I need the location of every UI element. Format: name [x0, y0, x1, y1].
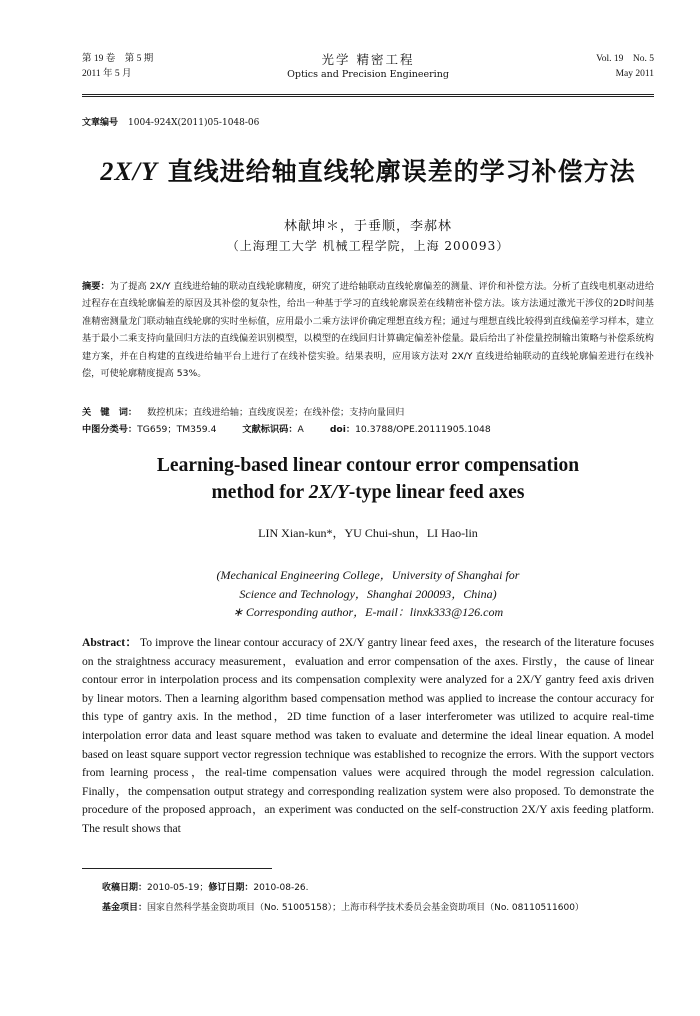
- doc-code-value: A: [297, 424, 304, 435]
- title-en: [82, 452, 654, 506]
- header-rule-top: [82, 94, 654, 95]
- revised-label: 修订日期：: [208, 883, 254, 893]
- footnote-dates: [102, 880, 654, 893]
- footnote-rule: [82, 868, 272, 869]
- title-zh-variable: 2X/Y: [100, 157, 158, 186]
- article-number-label: 文章编号: [82, 118, 119, 128]
- article-number: [82, 115, 259, 128]
- volume-en: Vol. 19 No. 5: [596, 54, 654, 64]
- keywords-zh-text: 数控机床；直线进给轴；直线度误差；在线补偿；支持向量回归: [147, 407, 405, 418]
- header-center: [82, 52, 654, 82]
- title-zh-text: 直线进给轴直线轮廓误差的学习补偿方法: [157, 157, 636, 186]
- keywords-zh-label: 关 键 词：: [82, 407, 138, 418]
- doi-value: 10.3788/OPE.20111905.1048: [355, 424, 491, 435]
- doi-label: doi：: [329, 424, 356, 435]
- classification-line: [82, 421, 654, 435]
- title-en-line1: Learning-based linear contour error compensation: [156, 455, 580, 476]
- date-zh: 2011 年 5 月: [82, 69, 132, 79]
- abstract-zh-text: 为了提高 2X/Y 直线进给轴的联动直线轮廓精度，研究了进给轴联动直线轮廓偏差的测量、评价和补偿方法。分析了直线电机驱动进给过程存在直线轮廓偏差的原因及其补偿的复杂性，给出一种基于学习的直线轮廓误差在线精密补偿方法。该方法通过激光干涉仪的2D时间基准精密测量龙门联动轴直线轮廓的实时坐标值，应用最小二乘方法评价确定理想直线方程；通过与理想直线比较得到直线偏差学习样本，建立基于最小二乘支持向量回归方法的直线偏差识别模型，以模型的在线回归计算确定偏差补偿量。最后给出了补偿量控制输出策略与补偿系统构建方案，并在自构建的直线进给轴平台上进行了在线补偿实验。结果表明，应用该方法对 2X/Y 直线进给轴联动的直线轮廓偏差进行在线补偿，可使轮廓精度提高 53%。: [82, 281, 655, 380]
- abstract-en-label: Abstract：: [82, 636, 138, 649]
- abstract-en-text: To improve the linear contour accuracy of 2X/Y gantry linear feed axes，the research of the literature focuses on the straightness accuracy measurement，evaluation and error compensation of the axes. Firstly，the cause of linear contour error in interpolation process and its compensation complexity were analyzed for a 2X/Y gantry feed axis driven by linear motors. Then a learning algorithm based compensation method was applied to increase the contour accuracy for this type of gantry axis. In the method，2D time function of a laser interferometer was utilized to acquire real-time interpolation error data and least square method was taken to evaluate and determine the ideal linear equation. A model based on least square support vector regression technique was established to recognize the errors. With the support vectors from learning process，the real-time compensation values were acquired through the model regression calculation. Finally，the compensation output strategy and corresponding realization system were also proposed. To demonstrate the procedure of the proposed approach，an experiment was conducted on the self-construction 2X/Y axis feeding platform. The result shows that: [82, 636, 654, 835]
- fund-label: 基金项目：: [102, 903, 148, 913]
- article-number-value: 1004-924X(2011)05-1048-06: [128, 118, 260, 128]
- abstract-zh-label: 摘要：: [82, 281, 110, 292]
- fund-text: 国家自然科学基金资助项目（No. 51005158）；上海市科学技术委员会基金资助项目（No. 08110511600）: [147, 903, 584, 913]
- received-date: 2010-05-19；: [147, 883, 209, 893]
- header-right: [596, 52, 654, 82]
- affiliation-en-line1: (Mechanical Engineering College，University of Shanghai for: [216, 568, 520, 582]
- abstract-zh: [82, 278, 654, 382]
- authors-zh: 林献坤＊，于垂顺，李郝林: [283, 219, 452, 234]
- revised-date: 2010-08-26.: [253, 883, 309, 893]
- footnote-funding: [102, 900, 654, 913]
- received-label: 收稿日期：: [102, 883, 148, 893]
- affiliation-zh: （上海理工大学 机械工程学院，上海 200093）: [226, 239, 510, 253]
- keywords-zh: [82, 404, 654, 418]
- journal-name-en: Optics and Precision Engineering: [287, 69, 449, 80]
- affiliation-en: [82, 566, 654, 622]
- date-en: May 2011: [615, 69, 654, 79]
- authors-en: LIN Xian-kun*，YU Chui-shun，LI Hao-lin: [258, 526, 478, 540]
- header-rule-bottom: [82, 96, 654, 97]
- volume-zh: 第 19 卷 第 5 期: [82, 54, 154, 64]
- title-en-variable: 2X/Y: [308, 482, 349, 503]
- abstract-en: [82, 634, 654, 839]
- clc-label: 中图分类号：: [82, 424, 138, 435]
- clc-value: TG659；TM359.4: [137, 424, 217, 435]
- doc-code-label: 文献标识码：: [242, 424, 298, 435]
- running-header: [82, 52, 654, 92]
- title-en-line2-post: -type linear feed axes: [348, 482, 525, 503]
- journal-name-zh: 光学 精密工程: [321, 52, 415, 67]
- title-en-line2-pre: method for: [211, 482, 309, 503]
- title-zh: [82, 152, 654, 188]
- title-en-line2: [82, 479, 654, 506]
- affiliation-en-line2: Science and Technology，Shanghai 200093，China): [239, 586, 497, 601]
- corresponding-author: ∗ Corresponding author，E-mail：linxk333@126.com: [232, 605, 504, 619]
